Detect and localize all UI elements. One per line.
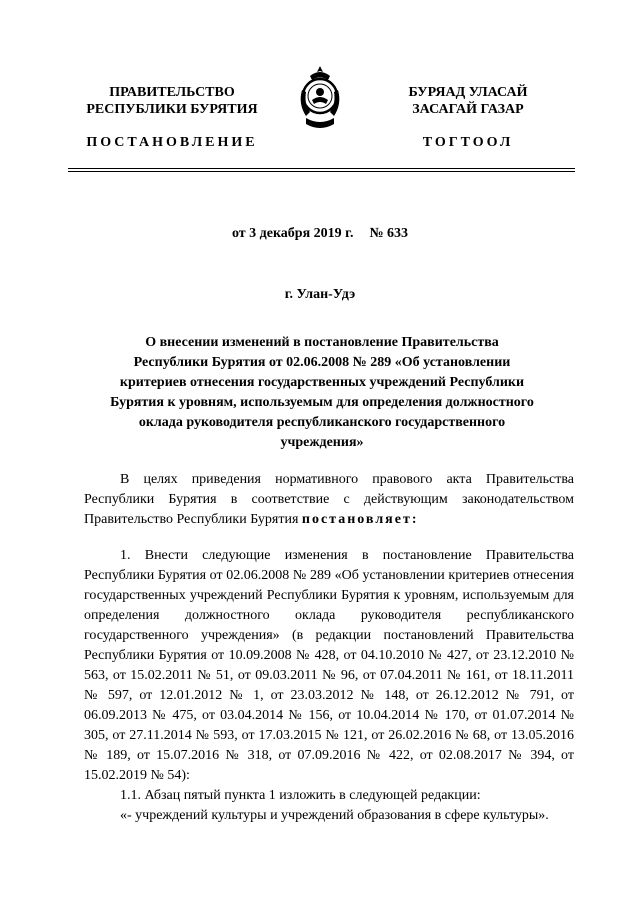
document-number: № 633 (369, 226, 409, 241)
header-left-doctype: ПОСТАНОВЛЕНИЕ (86, 135, 258, 150)
document-date-number (0, 226, 640, 242)
intro-paragraph (84, 470, 574, 530)
header-left-line1: ПРАВИТЕЛЬСТВО (109, 85, 235, 100)
header-divider-bottom (68, 171, 575, 172)
header-left (72, 84, 272, 151)
header-right (368, 84, 568, 151)
document-date: от 3 декабря 2019 г. (231, 226, 354, 241)
intro-verb: постановляет: (301, 512, 419, 527)
header-divider-top (68, 168, 575, 169)
header-right-line1: БУРЯАД УЛАСАЙ (408, 85, 528, 100)
paragraph-1: 1. Внести следующие изменения в постановление Правительства Республики Бурятия от 02.06.2008 № 289 «Об установлении критериев отнесения государственных учреждений Республики Бурятия к уровням, используемым для определения должностного оклада руководителя республиканского государственного учреждения» (в редакции постановлений Правительства Республики Бурятия от 10.09.2008 № 428, от 04.10.2010 № 427, от 23.12.2010 № 563, от 15.02.2011 № 51, от 09.03.2011 № 96, от 07.04.2011 № 161, от 18.11.2011 № 597, от 12.01.2012 № 1, от 23.03.2012 № 148, от 26.12.2012 № 791, от 06.09.2013 № 475, от 03.04.2014 № 156, от 10.04.2014 № 170, от 01.07.2014 № 305, от 27.11.2014 № 593, от 17.03.2015 № 121, от 26.02.2016 № 68, от 13.05.2016 № 189, от 15.07.2016 № 318, от 07.09.2016 № 422, от 02.08.2017 № 394, от 15.02.2019 № 54): (84, 548, 574, 783)
intro-text: В целях приведения нормативного правового акта Правительства Республики Бурятия в соответствие с действующим законодательством Правительство Республики Бурятия (84, 472, 574, 527)
header-right-doctype: ТОГТООЛ (422, 135, 514, 150)
coat-of-arms-icon (296, 64, 344, 134)
document-city: г. Улан-Удэ (284, 287, 356, 302)
header-left-line2: РЕСПУБЛИКИ БУРЯТИЯ (86, 102, 258, 117)
header-right-line2: ЗАСАГАЙ ГАЗАР (412, 102, 524, 117)
paragraph-1-1-quote: «- учреждений культуры и учреждений образования в сфере культуры». (120, 808, 549, 823)
document-title: О внесении изменений в постановление Правительства Республики Бурятия от 02.06.2008 № 289 «Об установлении критериев отнесения государственных учреждений Республики Бурятия к уровням, используемым для определения должностного оклада руководителя республиканского государственного учреждения» (110, 335, 534, 450)
paragraph-1-1: 1.1. Абзац пятый пункта 1 изложить в следующей редакции: (120, 788, 481, 803)
document-body (84, 470, 574, 826)
